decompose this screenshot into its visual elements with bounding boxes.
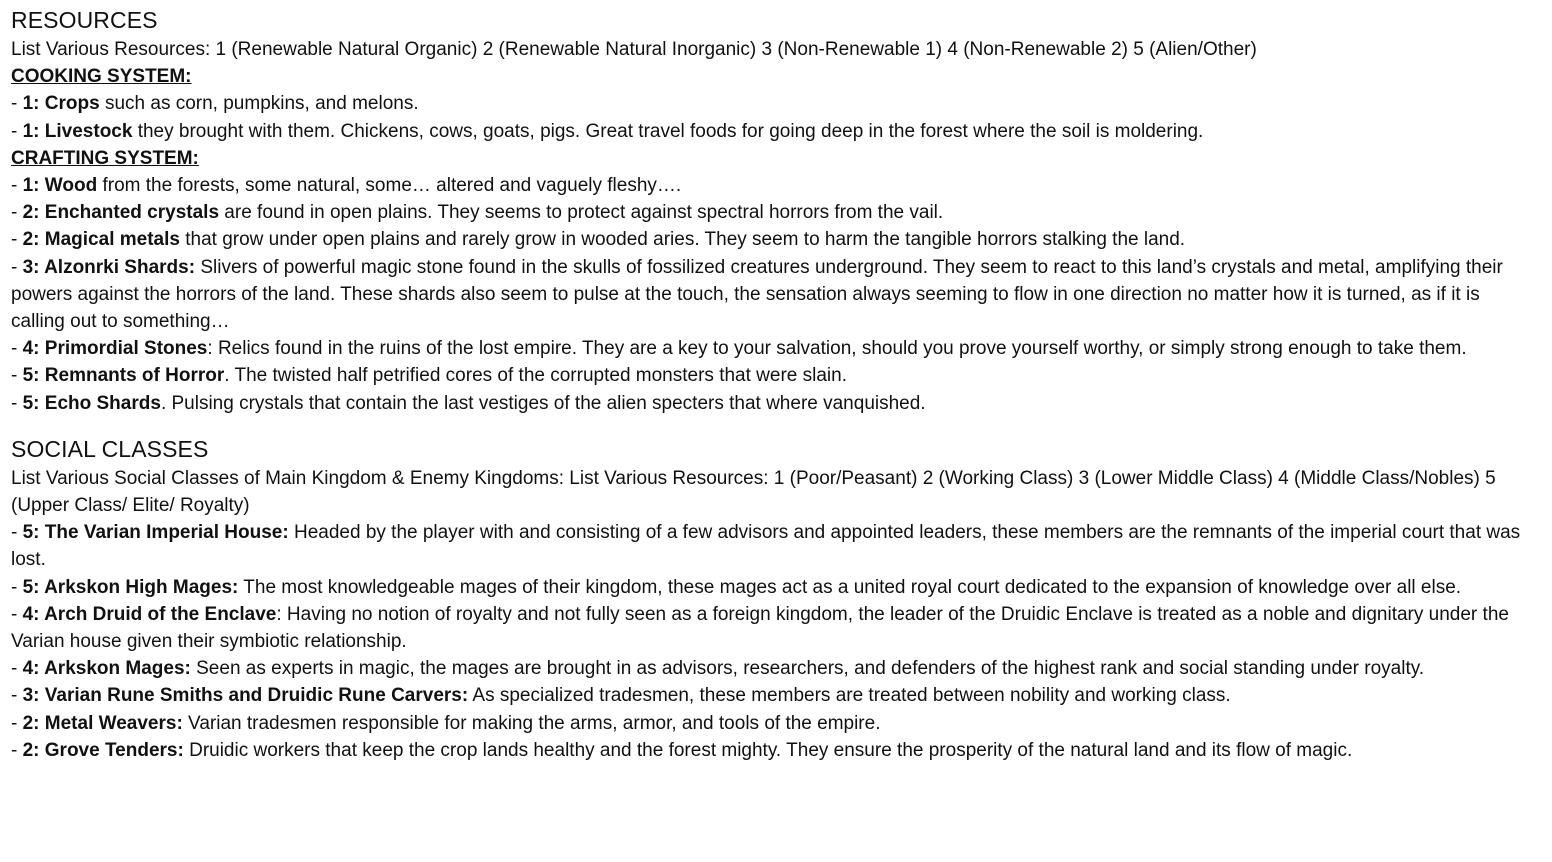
item-text: The most knowledgeable mages of their kingdom, these mages act as a united royal court dedicated to the expansion of knowledge over all else.	[238, 576, 1462, 598]
item-dash: -	[11, 576, 23, 598]
item-label: 1: Crops	[22, 93, 100, 115]
resource-item	[11, 172, 1538, 199]
item-dash: -	[11, 365, 23, 387]
social-class-item	[11, 574, 1538, 601]
item-text: are found in open plains. They seems to protect against spectral horrors from the vail.	[219, 202, 944, 224]
item-dash: -	[11, 685, 23, 707]
item-text: Varian tradesmen responsible for making the arms, armor, and tools of the empire.	[182, 712, 881, 734]
item-label: 1: Livestock	[22, 120, 133, 142]
item-text: Seen as experts in magic, the mages are brought in as advisors, researchers, and defenders of the highest rank and social standing under royalty.	[190, 658, 1425, 680]
item-text: such as corn, pumpkins, and melons.	[99, 93, 419, 115]
item-dash: -	[11, 522, 23, 544]
social-class-item	[11, 519, 1538, 573]
item-text: Druidic workers that keep the crop lands healthy and the forest mighty. They ensure the prosperity of the natural land and its flow of magic.	[183, 739, 1353, 761]
item-dash: -	[11, 229, 23, 251]
social-classes-intro: List Various Social Classes of Main Kingdom & Enemy Kingdoms: List Various Resources: 1 (Poor/Peasant) 2 (Working Class) 3 (Lower Middle Class) 4 (Middle Class/Nobles) 5 (Upper Class/ Elite/ Royalty)	[11, 467, 1496, 517]
item-label: 5: Remnants of Horror	[22, 365, 225, 387]
social-class-item	[11, 737, 1538, 764]
item-label: 2: Magical metals	[22, 229, 180, 251]
resource-item	[11, 335, 1538, 362]
social-classes-title: SOCIAL CLASSES	[11, 435, 209, 462]
item-dash: -	[11, 93, 23, 115]
item-dash: -	[11, 658, 23, 680]
item-label: 2: Grove Tenders:	[22, 739, 184, 761]
item-dash: -	[11, 202, 23, 224]
resource-item	[11, 390, 1538, 417]
item-label: 2: Metal Weavers:	[22, 712, 183, 734]
social-classes-section	[11, 433, 1538, 764]
social-class-item	[11, 682, 1538, 709]
item-label: 4: Arkskon Mages:	[22, 658, 191, 680]
item-text: : Relics found in the ruins of the lost empire. They are a key to your salvation, should you prove yourself worthy, or simply strong enough to take them.	[207, 338, 1467, 360]
resources-section	[11, 4, 1538, 417]
resources-intro: List Various Resources: 1 (Renewable Natural Organic) 2 (Renewable Natural Inorganic) 3 (Non-Renewable 1) 4 (Non-Renewable 2) 5 (Alien/Other)	[11, 39, 1257, 60]
item-label: 5: Arkskon High Mages:	[22, 576, 239, 598]
social-class-item	[11, 601, 1538, 655]
item-dash: -	[11, 712, 23, 734]
item-dash: -	[11, 392, 23, 414]
item-text: . The twisted half petrified cores of the corrupted monsters that were slain.	[224, 365, 847, 387]
resource-item	[11, 199, 1538, 226]
resources-title: RESOURCES	[11, 7, 158, 33]
item-dash: -	[11, 256, 23, 278]
item-dash: -	[11, 338, 23, 360]
item-text: . Pulsing crystals that contain the last vestiges of the alien specters that where vanquished.	[160, 392, 926, 414]
item-dash: -	[11, 175, 23, 197]
crafting-system-heading: CRAFTING SYSTEM:	[11, 147, 199, 169]
resource-item	[11, 362, 1538, 389]
item-label: 2: Enchanted crystals	[22, 202, 220, 224]
item-label: 1: Wood	[22, 175, 98, 197]
item-text: Slivers of powerful magic stone found in the skulls of fossilized creatures underground. They seem to react to this land’s crystals and metal, amplifying their powers against the horrors of the land. These shards also seem to pulse at the touch, the sensation always seeming to flow in one direction no matter how it is turned, as if it is calling out to something…	[11, 256, 1503, 333]
item-text: they brought with them. Chickens, cows, goats, pigs. Great travel foods for going deep in the forest where the soil is moldering.	[132, 120, 1204, 142]
item-text: from the forests, some natural, some… altered and vaguely fleshy….	[97, 175, 682, 197]
item-label: 5: Echo Shards	[22, 392, 161, 414]
item-label: 5: The Varian Imperial House:	[22, 522, 289, 544]
resource-item	[11, 118, 1538, 145]
item-label: 4: Arch Druid of the Enclave	[22, 603, 277, 625]
social-class-item	[11, 710, 1538, 737]
social-class-item	[11, 655, 1538, 682]
resource-item	[11, 254, 1538, 336]
cooking-system-heading: COOKING SYSTEM:	[11, 66, 192, 88]
resource-item	[11, 226, 1538, 253]
resource-item	[11, 90, 1538, 117]
item-text: : Having no notion of royalty and not fully seen as a foreign kingdom, the leader of the Druidic Enclave is treated as a noble and dignitary under the Varian house given their symbiotic relationship.	[11, 603, 1509, 653]
item-dash: -	[11, 603, 23, 625]
item-label: 3: Alzonrki Shards:	[22, 256, 196, 278]
item-text: As specialized tradesmen, these members are treated between nobility and working class.	[468, 685, 1231, 707]
item-text: that grow under open plains and rarely grow in wooded aries. They seem to harm the tangible horrors stalking the land.	[179, 229, 1186, 251]
item-text: Headed by the player with and consisting of a few advisors and appointed leaders, these members are the remnants of the imperial court that was lost.	[11, 522, 1521, 571]
item-dash: -	[11, 739, 23, 761]
item-label: 4: Primordial Stones	[22, 338, 208, 360]
item-label: 3: Varian Rune Smiths and Druidic Rune Carvers:	[22, 685, 469, 707]
item-dash: -	[11, 120, 23, 142]
